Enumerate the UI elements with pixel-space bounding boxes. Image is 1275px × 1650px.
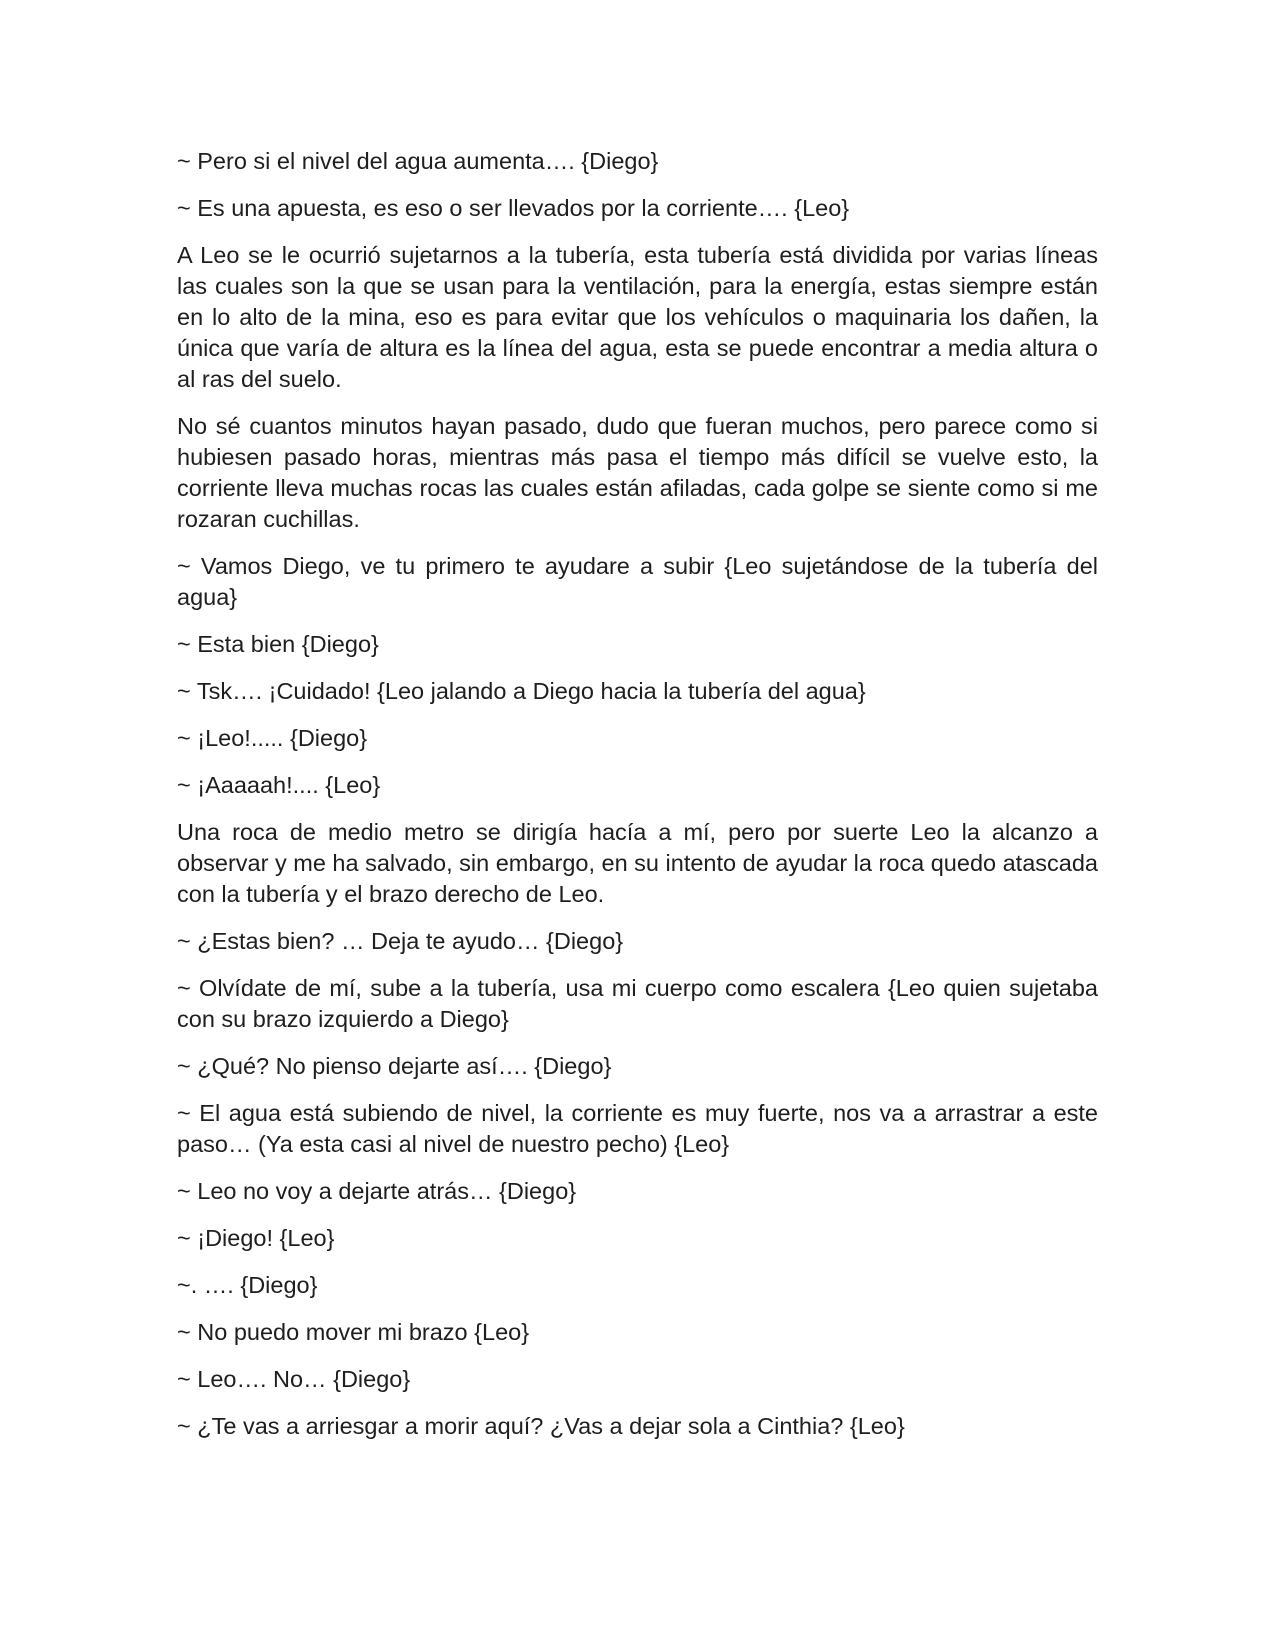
dialogue-line: ~ El agua está subiendo de nivel, la corriente es muy fuerte, nos va a arrastrar a este paso… (Ya esta casi al nivel de nuestro pecho) {Leo} (177, 1100, 1098, 1157)
dialogue-line: ~ No puedo mover mi brazo {Leo} (177, 1319, 530, 1345)
dialogue-line: ~ ¿Te vas a arriesgar a morir aquí? ¿Vas a dejar sola a Cinthia? {Leo} (177, 1413, 905, 1439)
document-page (177, 146, 1098, 1458)
dialogue-line: ~ Vamos Diego, ve tu primero te ayudare a subir {Leo sujetándose de la tubería del agua} (177, 553, 1098, 610)
dialogue-line: ~ Pero si el nivel del agua aumenta…. {Diego} (177, 148, 659, 174)
dialogue-line: ~ ¿Estas bien? … Deja te ayudo… {Diego} (177, 928, 624, 954)
dialogue-line: ~ Olvídate de mí, sube a la tubería, usa mi cuerpo como escalera {Leo quien sujetaba con su brazo izquierdo a Diego} (177, 975, 1098, 1032)
dialogue-line: ~ ¿Qué? No pienso dejarte así…. {Diego} (177, 1053, 612, 1079)
dialogue-line: ~ Tsk…. ¡Cuidado! {Leo jalando a Diego hacia la tubería del agua} (177, 678, 866, 704)
dialogue-line: ~. …. {Diego} (177, 1272, 318, 1298)
dialogue-line: ~ Esta bien {Diego} (177, 631, 379, 657)
narrative-paragraph: Una roca de medio metro se dirigía hacía a mí, pero por suerte Leo la alcanzo a observar y me ha salvado, sin embargo, en su intento de ayudar la roca quedo atascada con la tubería y el brazo derecho de Leo. (177, 819, 1098, 907)
narrative-paragraph: No sé cuantos minutos hayan pasado, dudo que fueran muchos, pero parece como si hubiesen pasado horas, mientras más pasa el tiempo más difícil se vuelve esto, la corriente lleva muchas rocas las cuales están afiladas, cada golpe se siente como si me rozaran cuchillas. (177, 413, 1098, 532)
dialogue-line: ~ ¡Aaaaah!.... {Leo} (177, 772, 381, 798)
dialogue-line: ~ ¡Leo!..... {Diego} (177, 725, 368, 751)
dialogue-line: ~ Leo…. No… {Diego} (177, 1366, 411, 1392)
narrative-paragraph: A Leo se le ocurrió sujetarnos a la tubería, esta tubería está dividida por varias líneas las cuales son la que se usan para la ventilación, para la energía, estas siempre están en lo alto de la mina, eso es para evitar que los vehículos o maquinaria los dañen, la única que varía de altura es la línea del agua, esta se puede encontrar a media altura o al ras del suelo. (177, 242, 1098, 392)
dialogue-line: ~ Es una apuesta, es eso o ser llevados por la corriente…. {Leo} (177, 195, 850, 221)
dialogue-line: ~ ¡Diego! {Leo} (177, 1225, 335, 1251)
dialogue-line: ~ Leo no voy a dejarte atrás… {Diego} (177, 1178, 577, 1204)
